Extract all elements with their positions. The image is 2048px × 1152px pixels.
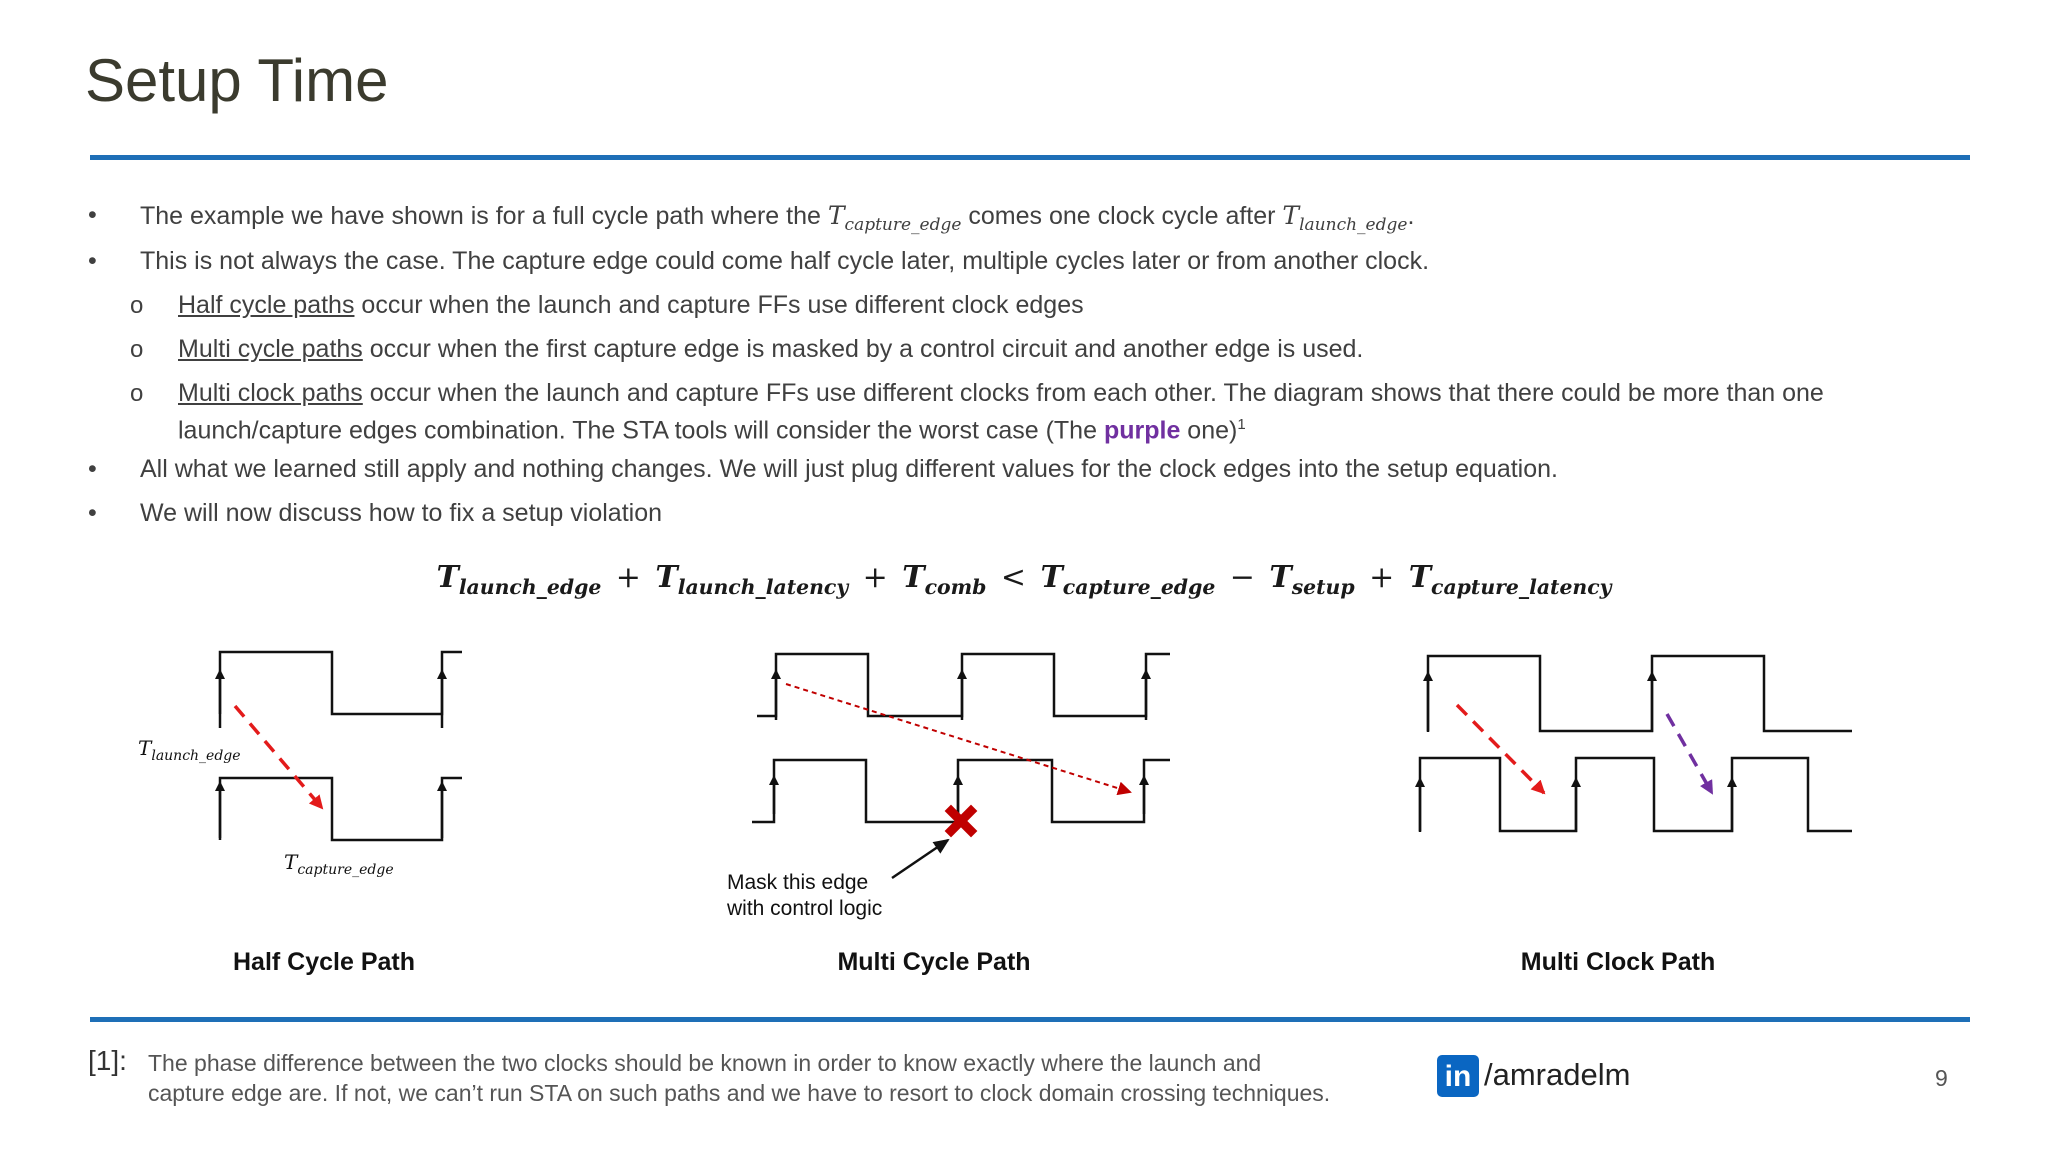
mask-line-1: Mask this edge — [727, 871, 869, 894]
t-subscript: launch_edge — [151, 748, 241, 764]
eq-sub: launch_edge — [458, 575, 602, 599]
footnote-text — [148, 1048, 1330, 1108]
capture-edge-label — [284, 850, 394, 878]
eq-t: T — [655, 560, 678, 595]
launch-clock-waveform — [220, 652, 462, 714]
launch-edge-label — [138, 736, 241, 764]
bullet-text-part: . — [1407, 202, 1415, 230]
eq-sub: capture_edge — [1062, 575, 1216, 599]
capture-clock-waveform — [220, 778, 462, 840]
eq-operator: + — [615, 560, 641, 595]
clock-b-waveform — [1420, 758, 1852, 831]
t-symbol: T — [827, 201, 845, 230]
bullet-text-part: The example we have shown is for a full cycle path where the — [140, 202, 828, 230]
slide-title: Setup Time — [85, 47, 389, 114]
eq-operator: + — [862, 560, 888, 595]
footnote-ref: [1]: — [88, 1045, 127, 1076]
t-subscript: capture_edge — [844, 215, 962, 235]
footer-divider — [90, 1017, 1970, 1022]
multi-clock-link[interactable]: Multi clock paths — [178, 379, 363, 407]
sub-bullet-text-part: occur when the launch and capture FFs use different clocks from each other. The diagram shows that there could be more than one launch/capture edges combination. The STA tools will consider the worst case (The — [178, 379, 1824, 445]
sub-bullet-text-part: one) — [1180, 416, 1238, 445]
eq-operator: < — [1000, 560, 1027, 595]
eq-t: T — [902, 560, 925, 595]
eq-t: T — [1040, 560, 1063, 595]
half-cycle-caption: Half Cycle Path — [232, 948, 416, 976]
bullet-marker: • — [88, 201, 97, 229]
mask-line-2: with control logic — [727, 897, 883, 920]
linkedin-icon[interactable]: in — [1437, 1055, 1479, 1097]
sub-bullet-marker: o — [130, 292, 144, 319]
bullet-text: This is not always the case. The capture edge could come half cycle later, multiple cycles later or from another clock. — [140, 247, 1430, 275]
multi-cycle-caption: Multi Cycle Path — [837, 948, 1031, 976]
eq-sub: comb — [924, 575, 987, 599]
sub-bullet-marker: o — [130, 380, 144, 407]
bullet-marker: • — [88, 499, 97, 527]
mask-pointer-arrow — [892, 840, 948, 878]
eq-sub: launch_latency — [677, 575, 849, 599]
eq-operator: + — [1369, 560, 1395, 595]
multi-clock-caption: Multi Clock Path — [1520, 948, 1716, 976]
purple-highlight: purple — [1103, 416, 1181, 445]
sub-bullet-marker: o — [130, 336, 144, 363]
page-number: 9 — [1935, 1065, 1948, 1091]
t-symbol: T — [1282, 201, 1300, 230]
eq-t: T — [1408, 560, 1432, 595]
bullet-text-part: comes one clock cycle after — [961, 202, 1283, 230]
bullet-text: All what we learned still apply and nothing changes. We will just plug different values for the clock edges into the setup equation. — [140, 455, 1558, 483]
t-symbol: T — [284, 850, 298, 874]
bullet-marker: • — [88, 455, 97, 483]
footnote-line: The phase difference between the two clocks should be known in order to know exactly where the launch and — [148, 1050, 1262, 1076]
clock-a-waveform — [1428, 656, 1852, 731]
footnote-marker: 1 — [1237, 416, 1246, 433]
t-subscript: capture_edge — [297, 862, 394, 878]
sub-bullet-text-part: occur when the first capture edge is masked by a control circuit and another edge is used. — [362, 335, 1364, 363]
launch-capture-arrow — [235, 706, 322, 808]
footnote-line: capture edge are. If not, we can’t run STA on such paths and we have to resort to clock domain crossing techniques. — [148, 1080, 1331, 1106]
multi-clock-diagram — [1420, 656, 1852, 832]
multi-cycle-link[interactable]: Multi cycle paths — [178, 335, 363, 363]
eq-operator: − — [1229, 560, 1255, 595]
mask-annotation — [727, 870, 882, 922]
t-subscript: launch_edge — [1299, 215, 1408, 235]
half-cycle-diagram — [220, 652, 462, 840]
linkedin-handle[interactable]: /amradelm — [1484, 1057, 1631, 1092]
eq-t: T — [436, 560, 459, 595]
bullet-marker: • — [88, 247, 97, 275]
sub-bullet-text-part: occur when the launch and capture FFs use different clock edges — [354, 291, 1084, 319]
launch-capture-arrow-purple — [1667, 714, 1712, 793]
bullet-text: We will now discuss how to fix a setup violation — [140, 499, 662, 527]
eq-sub: setup — [1291, 575, 1355, 599]
multi-cycle-diagram — [752, 654, 1170, 878]
eq-sub: capture_latency — [1431, 575, 1612, 599]
capture-clock-waveform — [752, 760, 1170, 822]
half-cycle-link[interactable]: Half cycle paths — [178, 291, 355, 319]
eq-t: T — [1269, 560, 1292, 595]
launch-clock-waveform — [757, 654, 1170, 716]
t-symbol: T — [138, 736, 152, 760]
